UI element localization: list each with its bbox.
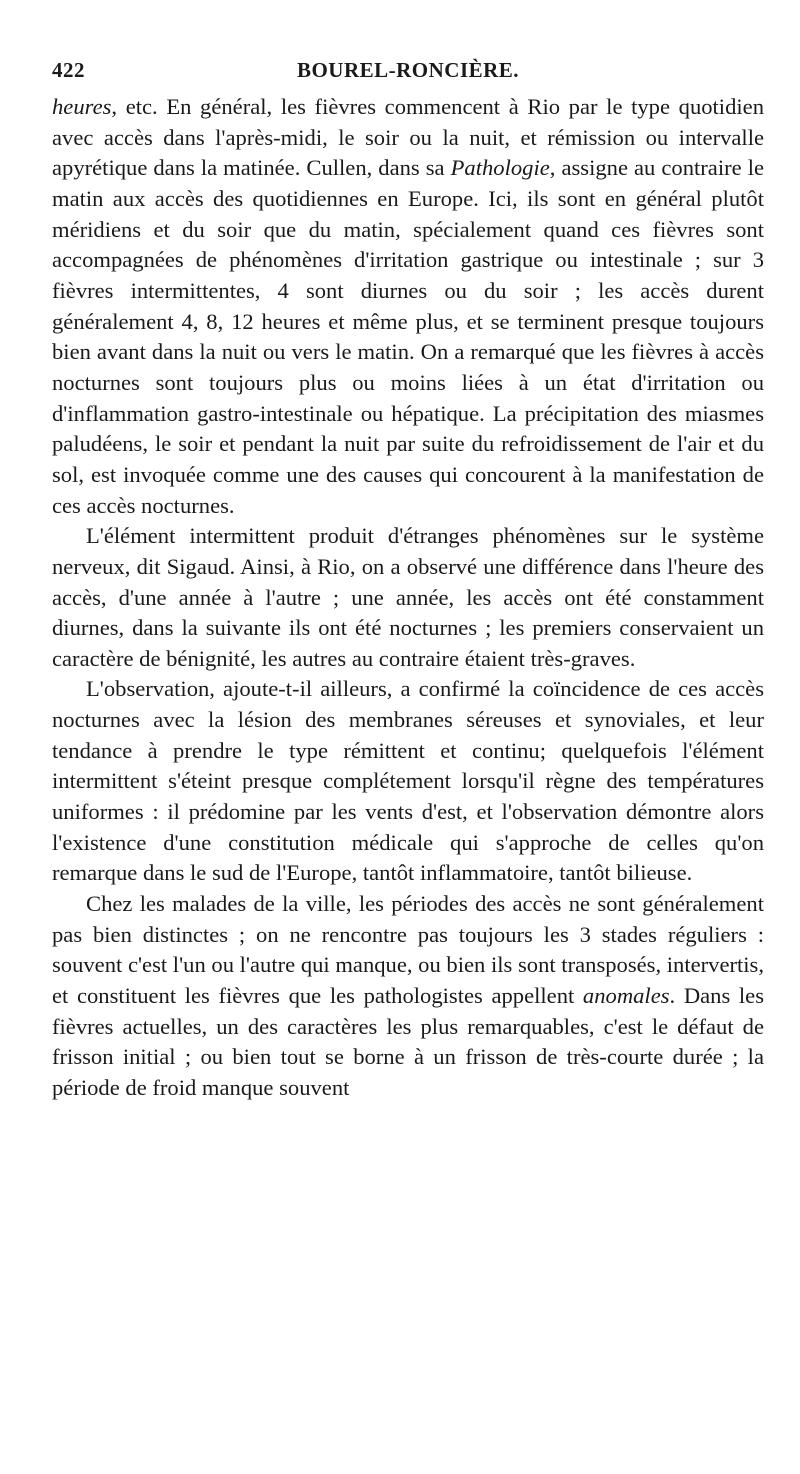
paragraph-text: L'élément intermittent produit d'étranges phénomènes sur le système nerveux, dit Sigaud. Ainsi, à Rio, on a observé une différence dans l'heure des accès, d'une année à l'autre ; une année, les accès ont été constamment diurnes, dans la suivante ils ont été nocturnes ; les premiers conservaient un caractère de bénignité, les autres au contraire étaient très-graves. [52,523,764,671]
running-title: BOUREL-RONCIÈRE. [296,58,520,82]
paragraph-text: anomales [582,983,670,1009]
body-text [52,92,764,1104]
paragraph-text: Pathologie [450,155,550,181]
paragraph-text: , assigne au contraire le matin aux accès des quotidiennes en Europe. Ici, ils sont en général plutôt méridiens et du soir que du matin, spécialement quand ces fièvres sont accompagnées de phénomènes d'irritation gastrique ou intestinale ; sur 3 fièvres intermittentes, 4 sont diurnes ou du soir ; les accès durent généralement 4, 8, 12 heures et même plus, et se terminent presque toujours bien avant dans la nuit ou vers le matin. On a remarqué que les fièvres à accès nocturnes sont toujours plus ou moins liées à un état d'irritation ou d'inflammation gastro-intestinale ou hépatique. La précipitation des miasmes paludéens, le soir et pendant la nuit par suite du refroidissement de l'air et du sol, est invoquée comme une des causes qui concourent à la manifestation de ces accès nocturnes. [52,155,764,518]
paragraph-2 [52,521,764,674]
paragraph-text: Chez les malades de la ville, les périodes des accès ne sont généralement pas bien distinctes ; on ne rencontre pas toujours les 3 stades réguliers : souvent c'est l'un ou l'autre qui manque, ou bien ils sont transposés, intervertis, et constituent les fièvres que les pathologistes appellent [52,891,764,1009]
paragraph-text: , etc. En général, les fièvres commencent à Rio par le type quotidien avec accès dans l'après-midi, le soir ou la nuit, et rémission ou intervalle apyrétique dans la matinée. Cullen, dans sa [52,94,764,181]
running-head [52,52,764,92]
paragraph-text: . Dans les fièvres actuelles, un des caractères les plus remarquables, c'est le défaut de frisson initial ; ou bien tout se borne à un frisson de très-courte durée ; la période de froid manque souvent [52,983,764,1100]
paragraph-text: heures [52,94,112,119]
paragraph-4 [52,889,764,1104]
paragraph-text: L'observation, ajoute-t-il ailleurs, a confirmé la coïncidence de ces accès nocturnes avec la lésion des membranes séreuses et synoviales, et leur tendance à prendre le type rémittent et continu; quelquefois l'élément intermittent s'éteint presque complétement lorsqu'il règne des températures uniformes : il prédomine par les vents d'est, et l'observation démontre alors l'existence d'une constitution médicale qui s'approche de celles qu'on remarque dans le sud de l'Europe, tantôt inflammatoire, tantôt bilieuse. [52,676,764,886]
paragraph-3 [52,674,764,889]
paragraph-1 [52,92,764,521]
page-number: 422 [52,58,85,82]
